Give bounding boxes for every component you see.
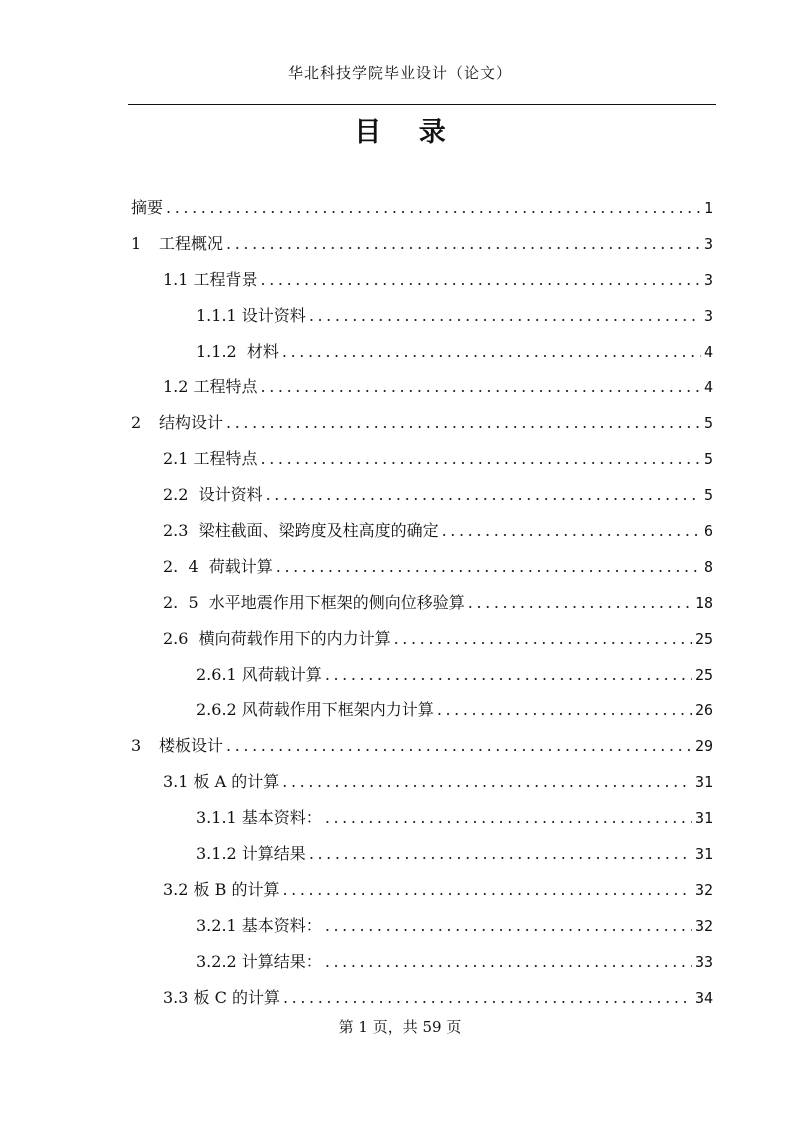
- toc-page-number: 31: [694, 773, 713, 792]
- dot-leader: [261, 441, 701, 477]
- toc-entry[interactable]: [131, 944, 713, 980]
- toc-entry[interactable]: [131, 621, 713, 657]
- toc-page-number: 26: [694, 701, 713, 720]
- toc-entry[interactable]: [131, 549, 713, 585]
- page-title: 目 录: [354, 117, 460, 148]
- toc-chapter-title: 结构设计: [159, 413, 224, 433]
- toc-entry[interactable]: [131, 872, 713, 908]
- toc-entry-label: 1.1.2 材料: [196, 341, 279, 361]
- toc-entry-label: 2. 4 荷载计算: [163, 556, 273, 576]
- toc-page-number: 3: [703, 270, 713, 289]
- toc-page-number: 31: [694, 845, 713, 864]
- toc-entry-label: 2.3 梁柱截面、梁跨度及柱高度的确定: [163, 521, 439, 541]
- toc-entry-label: [131, 728, 223, 764]
- dot-leader: [226, 728, 692, 764]
- toc-entry-label: 摘要: [131, 198, 164, 217]
- toc-chapter-number: 2: [131, 413, 142, 433]
- toc-entry[interactable]: [131, 190, 713, 226]
- toc-page-number: 6: [703, 522, 713, 541]
- toc-entry[interactable]: [131, 800, 713, 836]
- dot-leader: [394, 621, 692, 657]
- toc-page-number: 18: [694, 593, 713, 612]
- toc-entry-label: 1.1 工程背景: [163, 269, 258, 289]
- dot-leader: [226, 405, 701, 441]
- toc-entry[interactable]: [131, 226, 713, 262]
- table-of-contents: [131, 190, 713, 1015]
- dot-leader: [325, 800, 692, 836]
- toc-page-number: 32: [694, 880, 713, 899]
- dot-leader: [261, 262, 701, 298]
- dot-leader: [437, 692, 692, 728]
- toc-page-number: 34: [694, 988, 713, 1007]
- toc-page-number: 8: [703, 557, 713, 576]
- toc-page-number: 5: [703, 414, 713, 433]
- dot-leader: [283, 980, 692, 1016]
- toc-entry-label: 2.1 工程特点: [163, 449, 258, 469]
- toc-chapter-title: 楼板设计: [159, 736, 224, 756]
- toc-entry-label: 3.3 板 C 的计算: [163, 987, 280, 1007]
- dot-leader: [282, 764, 692, 800]
- toc-page-number: 31: [694, 809, 713, 828]
- dot-leader: [325, 657, 692, 693]
- toc-entry[interactable]: [131, 836, 713, 872]
- dot-leader: [309, 298, 701, 334]
- header-rule: [128, 104, 716, 105]
- toc-entry[interactable]: [131, 657, 713, 693]
- toc-page-number: 4: [703, 378, 713, 397]
- running-header: 华北科技学院毕业设计（论文）: [287, 64, 512, 82]
- toc-entry-label: 1.1.1 设计资料: [196, 305, 306, 325]
- toc-entry[interactable]: [131, 980, 713, 1016]
- toc-page-number: 4: [703, 342, 713, 361]
- toc-entry-label: 3.2.1 基本资料：: [196, 915, 322, 935]
- dot-leader: [266, 477, 701, 513]
- dot-leader: [325, 908, 692, 944]
- toc-entry[interactable]: [131, 262, 713, 298]
- dot-leader: [226, 226, 701, 262]
- toc-entry-label: [131, 405, 223, 441]
- toc-entry[interactable]: [131, 764, 713, 800]
- toc-entry-label: 2. 5 水平地震作用下框架的侧向位移验算: [163, 592, 465, 612]
- toc-entry-label: 3.1.1 基本资料：: [196, 808, 322, 828]
- toc-chapter-number: 3: [131, 736, 142, 756]
- toc-entry-label: 1.2 工程特点: [163, 377, 258, 397]
- toc-entry[interactable]: [131, 692, 713, 728]
- toc-page-number: 5: [703, 486, 713, 505]
- toc-entry[interactable]: [131, 298, 713, 334]
- toc-page-number: 29: [694, 737, 713, 756]
- toc-entry[interactable]: [131, 334, 713, 370]
- dot-leader: [282, 872, 691, 908]
- dot-leader: [468, 585, 692, 621]
- toc-page-number: 33: [694, 952, 713, 971]
- toc-entry[interactable]: [131, 908, 713, 944]
- toc-entry[interactable]: [131, 513, 713, 549]
- toc-entry[interactable]: [131, 477, 713, 513]
- toc-entry[interactable]: [131, 369, 713, 405]
- toc-entry-label: 2.6.1 风荷载计算: [196, 664, 322, 684]
- toc-entry-label: 3.2.2 计算结果：: [196, 951, 322, 971]
- toc-entry[interactable]: [131, 405, 713, 441]
- toc-page-number: 3: [703, 234, 713, 253]
- toc-entry[interactable]: [131, 585, 713, 621]
- toc-entry[interactable]: [131, 728, 713, 764]
- toc-page-number: 5: [703, 450, 713, 469]
- toc-entry-label: 2.2 设计资料: [163, 485, 263, 505]
- toc-page-number: 32: [694, 916, 713, 935]
- dot-leader: [276, 549, 701, 585]
- toc-page-number: 25: [694, 665, 713, 684]
- page-footer: 第 1 页，共 59 页: [338, 1018, 462, 1036]
- toc-page-number: 3: [703, 306, 713, 325]
- toc-page-number: 25: [694, 629, 713, 648]
- dot-leader: [166, 190, 701, 226]
- toc-entry[interactable]: [131, 441, 713, 477]
- toc-entry-label: 2.6.2 风荷载作用下框架内力计算: [196, 700, 434, 720]
- toc-entry-label: 2.6 横向荷载作用下的内力计算: [163, 628, 391, 648]
- toc-entry-label: [131, 226, 223, 262]
- toc-chapter-title: 工程概况: [159, 233, 224, 253]
- toc-entry-label: 3.1.2 计算结果: [196, 844, 306, 864]
- dot-leader: [261, 369, 701, 405]
- toc-page-number: 1: [703, 199, 713, 217]
- toc-entry-label: 3.2 板 B 的计算: [163, 879, 280, 899]
- dot-leader: [442, 513, 701, 549]
- toc-chapter-number: 1: [131, 233, 142, 253]
- dot-leader: [309, 836, 692, 872]
- toc-entry-label: 3.1 板 A 的计算: [163, 772, 280, 792]
- dot-leader: [282, 334, 701, 370]
- dot-leader: [325, 944, 692, 980]
